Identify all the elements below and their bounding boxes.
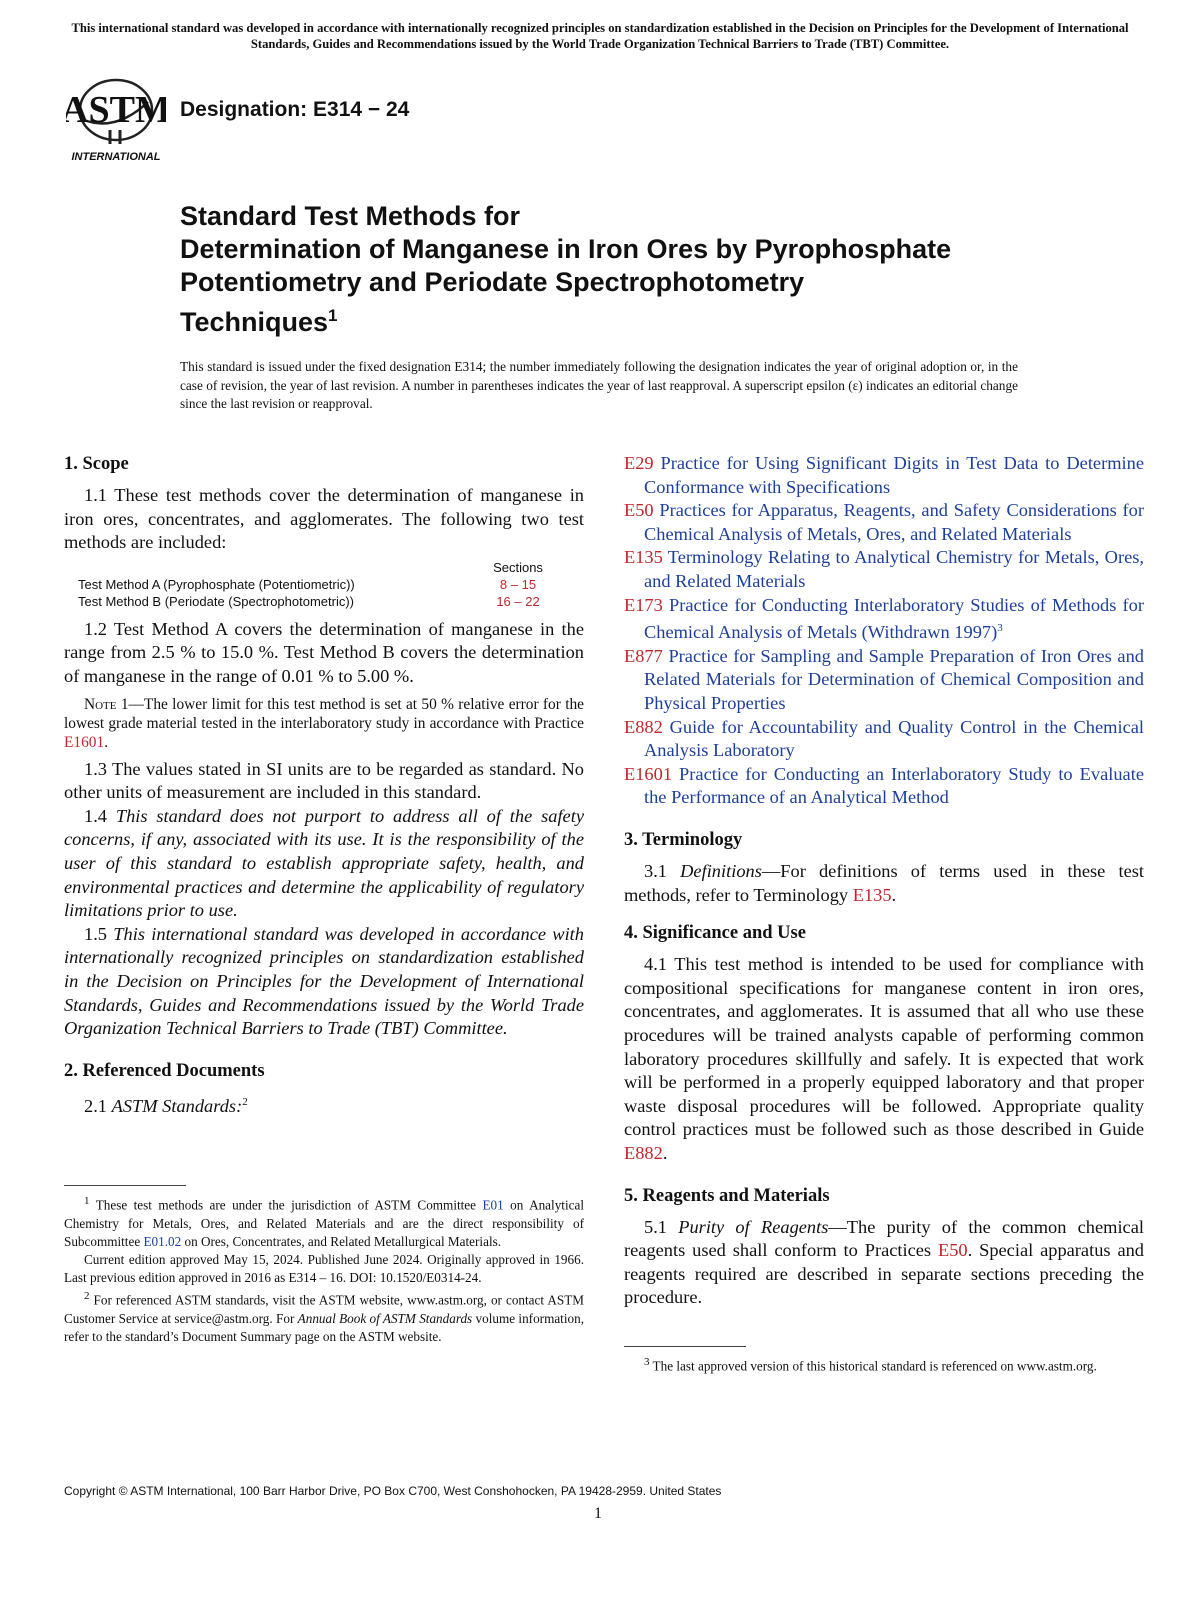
footnote-text: on Ores, Concentrates, and Related Metallurgical Materials. bbox=[181, 1233, 502, 1249]
footnote-italic: Annual Book of ASTM Standards bbox=[297, 1311, 473, 1326]
paragraph-1-1: 1.1 These test methods cover the determination of manganese in iron ores, concentrates, and agglomerates. The following two test methods are included: bbox=[64, 485, 584, 553]
sections-label: Sections bbox=[493, 559, 543, 575]
paragraph-text: —For definitions of terms used in these test methods, refer to Terminology bbox=[624, 861, 1144, 905]
astm-logo-icon bbox=[66, 72, 166, 164]
footnote-mark: 1 bbox=[328, 306, 338, 325]
paragraph-3-1 bbox=[624, 860, 1144, 907]
note-1 bbox=[64, 695, 584, 752]
link-e01-02[interactable]: E01.02 bbox=[143, 1233, 182, 1249]
paragraph-number: 2.1 bbox=[84, 1095, 112, 1116]
designation: Designation: E314 − 24 bbox=[180, 98, 410, 121]
paragraph-1-2: 1.2 Test Method A covers the determination of manganese in the range from 2.5 % to 15.0 %. Test Method B covers the determination of manganese in the range of 0.01 % to 5.00 %. bbox=[64, 618, 584, 686]
link-e135[interactable]: E135 bbox=[624, 547, 663, 568]
intro-paragraph: This standard is issued under the fixed designation E314; the number immediately following the designation indicates the year of original adoption or, in the case of revision, the year of last revision. A number in parentheses indicates the year of last reapproval. A superscript epsilon (ε) indicates an editorial change since the last revision or reapproval. bbox=[180, 359, 1018, 411]
title-line: Determination of Manganese in Iron Ores by Pyrophosphate bbox=[180, 234, 952, 264]
footnote-mark: 3 bbox=[644, 1356, 650, 1368]
footnote-rule bbox=[624, 1346, 746, 1347]
list-item bbox=[624, 546, 1144, 593]
list-item bbox=[624, 499, 1144, 546]
safety-text: This standard does not purport to address all of the safety concerns, if any, associated with its use. It is the responsibility of the user of this standard to establish appropriate safety, health, and environmental practices and determine the applicability of regulatory limitations prior to use. bbox=[64, 805, 584, 921]
wto-text: This international standard was developed in accordance with internationally recognized principles on standardization established in the Decision on Principles for the Development of International Standards, Guides and Recommendations issued by the World Trade Organization Technical Barriers to Trade (TBT) Committee. bbox=[64, 923, 584, 1039]
astm-logo bbox=[66, 72, 166, 164]
paragraph-4-1 bbox=[624, 953, 1144, 1165]
link-e135[interactable]: E135 bbox=[852, 884, 892, 905]
section-heading-scope: 1. Scope bbox=[64, 454, 129, 474]
link-title[interactable]: Guide for Accountability and Quality Control in the Chemical Analysis Laboratory bbox=[644, 716, 1144, 761]
link-e1601[interactable]: E1601 bbox=[624, 763, 673, 784]
page-number: 1 bbox=[594, 1505, 602, 1522]
purity-label: Purity of Reagents bbox=[678, 1216, 829, 1237]
footnote-mark: 2 bbox=[242, 1095, 248, 1108]
list-item bbox=[624, 452, 1144, 499]
link-title[interactable]: Terminology Relating to Analytical Chemistry for Metals, Ores, and Related Materials bbox=[644, 547, 1144, 591]
link-title[interactable]: Practice for Sampling and Sample Preparation of Iron Ores and Related Materials for Determination of Chemical Composition and Physical Properties bbox=[644, 645, 1144, 714]
paragraph-1-5 bbox=[64, 923, 584, 1041]
logo-org: INTERNATIONAL bbox=[71, 151, 161, 163]
footnote-3 bbox=[624, 1353, 1144, 1376]
paragraph-end: . Special apparatus and reagents required are described in separate sections preceding the procedure. bbox=[624, 1240, 1144, 1308]
list-item bbox=[624, 716, 1144, 763]
definitions-label: Definitions bbox=[680, 861, 762, 882]
link-title[interactable]: Practices for Apparatus, Reagents, and Safety Considerations for Chemical Analysis of Metals, Ores, and Related Materials bbox=[644, 500, 1144, 544]
copyright: Copyright © ASTM International, 100 Barr Harbor Drive, PO Box C700, West Conshohocken, PA 19428-2959. United States bbox=[64, 1484, 722, 1498]
note-label: Note bbox=[84, 695, 117, 713]
list-item bbox=[624, 763, 1144, 810]
footnote-mark: 2 bbox=[84, 1290, 90, 1303]
link-e173[interactable]: E173 bbox=[624, 594, 663, 615]
right-column bbox=[624, 452, 1144, 1310]
link-e882[interactable]: E882 bbox=[624, 716, 663, 737]
footnote-rule bbox=[64, 1185, 186, 1186]
link-e1601[interactable]: E1601 bbox=[64, 733, 105, 751]
paragraph-1-4 bbox=[64, 805, 584, 923]
astm-standards-label: ASTM Standards: bbox=[111, 1095, 243, 1116]
note-number: 1 bbox=[116, 695, 129, 713]
link-e50[interactable]: E50 bbox=[624, 500, 654, 521]
link-title[interactable]: Practice for Using Significant Digits in Test Data to Determine Conformance with Specifications bbox=[644, 453, 1144, 497]
footnote-text: For referenced ASTM standards, visit the ASTM website, www.astm.org, or contact ASTM Customer Service at service@astm.org. For bbox=[64, 1292, 584, 1326]
table-row bbox=[78, 576, 558, 593]
method-b: Test Method B (Periodate (Spectrophotometric)) bbox=[78, 593, 355, 609]
reference-list bbox=[624, 452, 1144, 810]
footnotes-left bbox=[64, 1185, 584, 1346]
link-e29[interactable]: E29 bbox=[624, 453, 654, 473]
section-heading-terminology: 3. Terminology bbox=[624, 830, 743, 851]
footnotes-right bbox=[624, 1346, 1144, 1376]
section-heading-significance: 4. Significance and Use bbox=[624, 923, 806, 944]
paragraph-2-1 bbox=[64, 1091, 584, 1119]
footnote-text: The last approved version of this historical standard is referenced on www.astm.org. bbox=[649, 1358, 1097, 1374]
link-title[interactable]: Practice for Conducting Interlaboratory Studies of Methods for Chemical Analysis of Metals (Withdrawn 1997) bbox=[644, 594, 1144, 643]
link-e877[interactable]: E877 bbox=[624, 645, 663, 666]
list-item bbox=[624, 645, 1144, 716]
method-b-sections[interactable]: 16 – 22 bbox=[496, 593, 540, 609]
document-title bbox=[180, 200, 1080, 339]
footnote-1 bbox=[64, 1192, 584, 1251]
footnote-2 bbox=[64, 1287, 584, 1346]
section-heading-referenced-documents: 2. Referenced Documents bbox=[64, 1060, 265, 1081]
paragraph-5-1 bbox=[624, 1216, 1144, 1310]
note-text: —The lower limit for this test method is set at 50 % relative error for the lowest grade material tested in the interlaboratory study in accordance with Practice bbox=[64, 695, 585, 732]
note-end: . bbox=[104, 733, 109, 751]
top-notice: This international standard was developed in accordance with internationally recognized principles on standardization established in the Decision on Principles for the Development of International Standards, Guides and Recommendations issued by the World Trade Organization Technical Barriers to Trade (TBT) Committee. bbox=[71, 21, 1129, 51]
paragraph-number: 5.1 bbox=[644, 1216, 679, 1237]
method-a: Test Method A (Pyrophosphate (Potentiometric)) bbox=[78, 576, 355, 592]
list-item bbox=[624, 594, 1144, 645]
paragraph-1-3: 1.3 The values stated in SI units are to be regarded as standard. No other units of measurement are included in this standard. bbox=[64, 758, 584, 803]
title-line-text: Techniques bbox=[180, 307, 329, 337]
paragraph-end: . bbox=[891, 884, 897, 905]
footnote-mark: 1 bbox=[84, 1195, 90, 1207]
paragraph-text: 4.1 This test method is intended to be used for compliance with compositional specifications for manganese content in iron ores, concentrates, and agglomerates. It is assumed that all who use these procedures will be trained analysts capable of performing common laboratory procedures skillfully and safely. It is expected that work will be performed in a properly equipped laboratory and that proper waste disposal procedures will be followed. Appropriate quality control practices must be followed such as those described in Guide bbox=[624, 954, 1144, 1140]
paragraph-end: . bbox=[662, 1142, 668, 1163]
link-e50[interactable]: E50 bbox=[937, 1240, 968, 1261]
title-line: Standard Test Methods for bbox=[180, 201, 521, 231]
method-a-sections[interactable]: 8 – 15 bbox=[499, 576, 537, 592]
left-column bbox=[64, 452, 584, 1118]
footnote-text: volume information, refer to the standard’s Document Summary page on the ASTM website. bbox=[64, 1311, 584, 1345]
title-line bbox=[180, 299, 1080, 339]
paragraph-number: 1.4 bbox=[84, 805, 116, 826]
paragraph-number: 3.1 bbox=[644, 861, 681, 882]
link-title[interactable]: Practice for Conducting an Interlaboratory Study to Evaluate the Performance of an Analytical Method bbox=[644, 763, 1144, 808]
title-line: Potentiometry and Periodate Spectrophotometry bbox=[180, 267, 805, 297]
footnote-text: These test methods are under the jurisdiction of ASTM Committee bbox=[89, 1197, 483, 1213]
link-e01[interactable]: E01 bbox=[482, 1197, 504, 1213]
logo-letters: ASTM bbox=[66, 89, 166, 131]
footnote-mark: 3 bbox=[997, 622, 1003, 635]
table-row bbox=[78, 593, 558, 610]
methods-table bbox=[78, 559, 558, 610]
paragraph-text: —The purity of the common chemical reagents used shall conform to Practices bbox=[624, 1216, 1144, 1261]
link-e882[interactable]: E882 bbox=[624, 1142, 663, 1163]
footnote-edition: Current edition approved May 15, 2024. Published June 2024. Originally approved in 1966. Last previous edition approved in 2016 as E314 – 16. DOI: 10.1520/E0314-24. bbox=[64, 1252, 584, 1286]
section-heading-reagents: 5. Reagents and Materials bbox=[624, 1185, 830, 1206]
footnote-text: on Analytical Chemistry for Metals, Ores, and Related Materials and are the direct responsibility of Subcommittee bbox=[64, 1197, 584, 1249]
paragraph-number: 1.5 bbox=[84, 923, 114, 944]
